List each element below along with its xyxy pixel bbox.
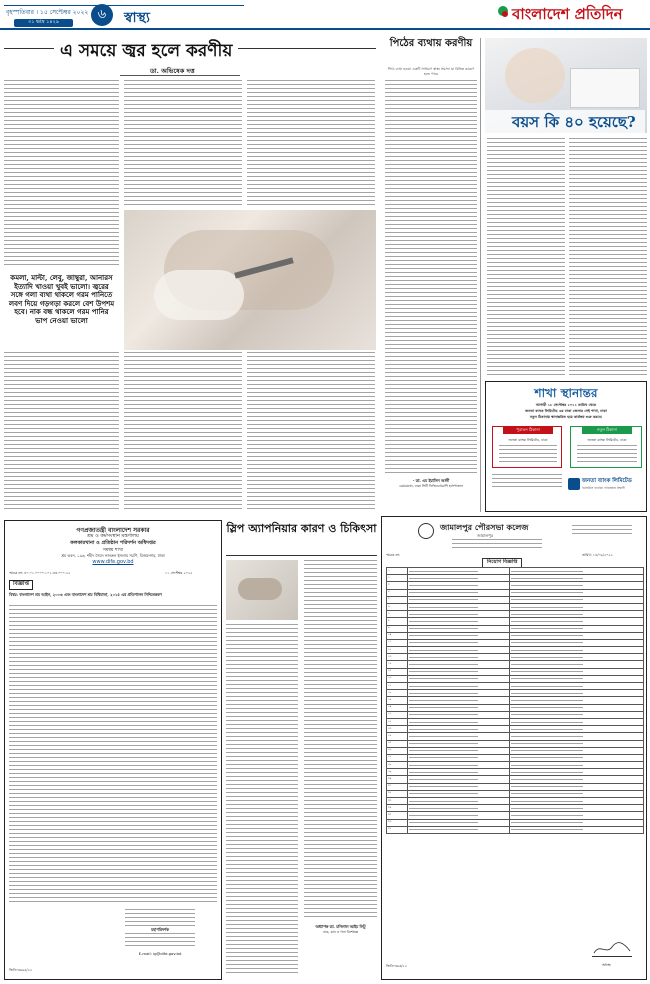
schedule-row-item: [407, 826, 510, 833]
schedule-row-number: ৬: [387, 603, 408, 610]
schedule-row: [387, 661, 644, 668]
article4-photo: [226, 560, 298, 620]
date-line-bangla: ৩১ ভাদ্র ১৪২৯: [14, 19, 73, 27]
article1-col1-text: [4, 80, 119, 268]
schedule-row-detail: [510, 582, 644, 589]
gov-website[interactable]: www.dife.gov.bd: [92, 559, 134, 565]
schedule-row-number: ১১: [387, 639, 408, 646]
schedule-row-number: ৮: [387, 618, 408, 625]
gov-line5: শ্রম ভবন, ১৯৬, শহীদ সৈয়দ নজরুল ইসলাম সরণি, বিজয়নগর, ঢাকা: [61, 553, 165, 558]
schedule-row-item: [407, 654, 510, 661]
schedule-row-item: [407, 582, 510, 589]
schedule-row-detail: [510, 683, 644, 690]
schedule-row-item: [407, 819, 510, 826]
schedule-row-number: ৩১: [387, 783, 408, 790]
gov-signer-title: মহাপরিদর্শক: [151, 927, 169, 932]
gov-line1: গণপ্রজাতন্ত্রী বাংলাদেশ সরকার: [76, 527, 150, 534]
schedule-row-item: [407, 762, 510, 769]
schedule-row-number: ৩০: [387, 776, 408, 783]
schedule-row: [387, 589, 644, 596]
schedule-row: [387, 726, 644, 733]
schedule-row-item: [407, 704, 510, 711]
college-table-title: নিয়োগ বিজ্ঞপ্তি: [482, 558, 522, 568]
article1-col1b-text: [4, 352, 119, 512]
schedule-row-number: ৩: [387, 582, 408, 589]
schedule-row-detail: [510, 618, 644, 625]
schedule-row: [387, 582, 644, 589]
schedule-row-number: ৩৩: [387, 798, 408, 805]
schedule-row-detail: [510, 826, 644, 833]
schedule-row: [387, 740, 644, 747]
schedule-row-detail: [510, 790, 644, 797]
article1-byline: ডা. অভিষেক দত্ত: [150, 67, 195, 75]
schedule-row-detail: [510, 625, 644, 632]
schedule-row-item: [407, 798, 510, 805]
schedule-row-detail: [510, 575, 644, 582]
schedule-row-detail: [510, 798, 644, 805]
schedule-row-item: [407, 783, 510, 790]
schedule-row-item: [407, 668, 510, 675]
schedule-row-item: [407, 625, 510, 632]
college-signatory: অধ্যক্ষ: [602, 963, 611, 967]
schedule-row: [387, 754, 644, 761]
schedule-row-number: ২৫: [387, 740, 408, 747]
schedule-row-item: [407, 718, 510, 725]
schedule-row: [387, 805, 644, 812]
schedule-row: [387, 618, 644, 625]
paper-name: বাংলাদেশ প্রতিদিন: [512, 5, 623, 23]
schedule-row-number: ১৬: [387, 675, 408, 682]
schedule-row-number: ২৭: [387, 754, 408, 761]
schedule-row: [387, 632, 644, 639]
schedule-row: [387, 783, 644, 790]
schedule-row-detail: [510, 690, 644, 697]
schedule-row: [387, 826, 644, 833]
schedule-row: [387, 812, 644, 819]
schedule-row: [387, 776, 644, 783]
gov-line3: কলকারখানা ও প্রতিষ্ঠান পরিদর্শন অধিদপ্তর: [70, 540, 156, 546]
schedule-row-detail: [510, 603, 644, 610]
schedule-row: [387, 747, 644, 754]
schedule-row-number: ১৫: [387, 668, 408, 675]
schedule-row-item: [407, 805, 510, 812]
schedule-row-number: ২: [387, 575, 408, 582]
schedule-row-number: ২৪: [387, 733, 408, 740]
schedule-row-detail: [510, 568, 644, 575]
gov-line2: শ্রম ও কর্মসংস্থান মন্ত্রণালয়: [87, 533, 139, 539]
schedule-row-detail: [510, 711, 644, 718]
schedule-row-number: ১৮: [387, 690, 408, 697]
section-title: স্বাস্থ্য: [124, 10, 150, 26]
bank-old-label: পুরাতন ঠিকানা: [503, 426, 553, 434]
schedule-row: [387, 603, 644, 610]
article1-headline-box: [4, 38, 376, 62]
schedule-row-item: [407, 589, 510, 596]
gov-subject: বিষয়: বাংলাদেশ শ্রম আইন, ২০০৬ এবং বাংলাদেশ শ্রম বিধিমালা, ২০১৫ এর প্রতিপালন নিশ্চিতকরণ: [9, 592, 162, 597]
schedule-row-number: ২৮: [387, 762, 408, 769]
gov-ad: [4, 520, 222, 980]
article2-byline-title: চেয়ারম্যান, ঢাকা সিটি ফিজিওথেরাপি হাসপাতাল: [399, 484, 463, 488]
schedule-row-item: [407, 661, 510, 668]
article4-headline: স্লিপ অ্যাপনিয়ার কারণ ও চিকিৎসা: [226, 522, 377, 535]
college-ref: স্মারক নং:: [386, 553, 400, 557]
schedule-row-detail: [510, 697, 644, 704]
schedule-row-item: [407, 639, 510, 646]
schedule-row-item: [407, 754, 510, 761]
schedule-row-detail: [510, 661, 644, 668]
gov-date: ১১ সেপ্টেম্বর ২০২২: [165, 571, 193, 575]
schedule-row: [387, 625, 644, 632]
schedule-row-detail: [510, 596, 644, 603]
schedule-row: [387, 675, 644, 682]
schedule-row-number: ২১: [387, 711, 408, 718]
article3-col2-text: [569, 138, 647, 378]
schedule-row-number: ১৩: [387, 654, 408, 661]
schedule-row-item: [407, 596, 510, 603]
schedule-row-item: [407, 603, 510, 610]
bank-name: জনতা ব্যাংক লিমিটেড: [582, 478, 632, 484]
schedule-row-number: ২২: [387, 718, 408, 725]
article2-byline-name: - ডা. এম ইয়াসিন আলী: [412, 478, 450, 483]
schedule-row-detail: [510, 776, 644, 783]
schedule-row-item: [407, 733, 510, 740]
bank-new-addr: জনতা ব্যাংক লিমিটেড, ঢাকা: [587, 438, 627, 442]
schedule-row-number: ১২: [387, 647, 408, 654]
schedule-row-detail: [510, 675, 644, 682]
bank-old-address: [492, 426, 562, 468]
schedule-row-detail: [510, 654, 644, 661]
schedule-row: [387, 733, 644, 740]
article2-headline: পিঠের ব্যথায় করণীয়: [389, 38, 473, 49]
schedule-row: [387, 639, 644, 646]
schedule-row-item: [407, 740, 510, 747]
schedule-row-number: ৩৪: [387, 805, 408, 812]
gov-footer-code: জিডি-৩৬৬৫/২২: [9, 968, 32, 972]
college-address: জামালপুর: [477, 533, 494, 538]
schedule-row: [387, 798, 644, 805]
schedule-row: [387, 654, 644, 661]
schedule-row-item: [407, 776, 510, 783]
bank-ad-line2: নতুন ঠিকানায় স্থানান্তরিত হয়ে কার্যক্রম শুরু করবে।: [529, 415, 603, 419]
article1-col2-text: [124, 80, 242, 206]
article3-headline: বয়স কি ৪০ হয়েছে?: [512, 113, 636, 131]
bank-ad-title: শাখা স্থানান্তর: [534, 386, 598, 400]
schedule-row-detail: [510, 589, 644, 596]
article4: [226, 520, 377, 980]
page-header: [0, 0, 650, 30]
schedule-row: [387, 762, 644, 769]
schedule-row: [387, 647, 644, 654]
schedule-row-number: ১০: [387, 632, 408, 639]
article1-col3b-text: [247, 352, 375, 512]
schedule-row-item: [407, 632, 510, 639]
schedule-row-detail: [510, 805, 644, 812]
gov-ref: স্মারক নং: ৪০.০১.০০০০.১০১.৩৩.০০০.২২: [9, 571, 71, 575]
bank-ad-subtitle: আগামী ১৮ সেপ্টেম্বর ২০২২ তারিখ থেকে: [535, 403, 597, 407]
schedule-row-detail: [510, 762, 644, 769]
bank-old-addr: জনতা ব্যাংক লিমিটেড, ঢাকা: [508, 438, 548, 442]
schedule-row-number: ৫: [387, 596, 408, 603]
schedule-row: [387, 819, 644, 826]
college-schedule-table: [386, 567, 644, 834]
date-line: বৃহস্পতিবার । ১৫ সেপ্টেম্বর ২০২২: [6, 9, 89, 16]
schedule-row: [387, 683, 644, 690]
schedule-row-detail: [510, 812, 644, 819]
schedule-row-item: [407, 618, 510, 625]
schedule-row-number: ২৯: [387, 769, 408, 776]
schedule-row: [387, 668, 644, 675]
schedule-row-item: [407, 675, 510, 682]
article1-col2b-text: [124, 352, 242, 512]
page-number: ৬: [91, 4, 113, 26]
gov-notice-title: বিজ্ঞপ্তি: [9, 580, 33, 590]
schedule-row-detail: [510, 718, 644, 725]
schedule-row-item: [407, 690, 510, 697]
schedule-row-number: ১৯: [387, 697, 408, 704]
schedule-row-detail: [510, 754, 644, 761]
schedule-row: [387, 690, 644, 697]
schedule-row: [387, 711, 644, 718]
schedule-row-number: ৭: [387, 611, 408, 618]
schedule-row: [387, 596, 644, 603]
schedule-row-number: ৩৫: [387, 812, 408, 819]
schedule-row: [387, 790, 644, 797]
schedule-row-item: [407, 697, 510, 704]
article3-col1-text: [487, 138, 565, 378]
bank-ad: [485, 381, 647, 512]
schedule-row: [387, 697, 644, 704]
schedule-row-number: ১: [387, 568, 408, 575]
college-date: তারিখ: ১৪/০৯/২০২২: [582, 553, 613, 557]
schedule-row-number: ২৩: [387, 726, 408, 733]
schedule-row: [387, 704, 644, 711]
bank-logo-icon: [568, 478, 580, 490]
schedule-row-item: [407, 568, 510, 575]
schedule-row-number: ৩২: [387, 790, 408, 797]
article1-headline: এ সময়ে জ্বর হলে করণীয়: [54, 38, 238, 66]
college-ad: [381, 516, 647, 980]
college-footer-code: জিডি-৩৬৩/২২: [386, 964, 407, 968]
bank-new-address: [570, 426, 642, 468]
article4-byline-title: নাক, কান ও গলা বিশেষজ্ঞ: [323, 930, 358, 934]
schedule-row-number: ৪: [387, 589, 408, 596]
schedule-row-detail: [510, 639, 644, 646]
schedule-row-item: [407, 769, 510, 776]
schedule-row: [387, 769, 644, 776]
college-logo-icon: [418, 523, 434, 539]
schedule-row-detail: [510, 769, 644, 776]
schedule-row-item: [407, 726, 510, 733]
schedule-row-detail: [510, 783, 644, 790]
schedule-row: [387, 718, 644, 725]
gov-email[interactable]: E-mail: ig@dife.gov.bd: [138, 951, 182, 956]
article1-pullquote: কমলা, মাল্টা, লেবু, জাম্বুরা, আনারস ইত্যাদি খাওয়া খুবই ভালো। জ্বরের সঙ্গে গলা ব্যথা থাকলে গরম পানিতে লবণ দিয়ে গড়গড়া করলে বেশ উপশম হবে। নাক বন্ধ থাকলে গরম পানির ভাপ নেওয়া ভালো: [8, 273, 115, 325]
schedule-row-detail: [510, 611, 644, 618]
schedule-row-detail: [510, 747, 644, 754]
schedule-row-number: ৩৬: [387, 819, 408, 826]
schedule-row: [387, 611, 644, 618]
schedule-row-detail: [510, 647, 644, 654]
schedule-row-detail: [510, 819, 644, 826]
schedule-row-item: [407, 575, 510, 582]
schedule-row-item: [407, 812, 510, 819]
bank-sub: ডিজিটাল ব্যাংকিং পরিষেবায় বিশ্বাসী: [582, 486, 625, 490]
article4-byline-name: অধ্যাপক ডা. মনিলাল আইচ লিটু: [315, 924, 366, 929]
college-name: জামালপুর পৌরসভা কলেজ: [440, 522, 529, 532]
schedule-row-item: [407, 647, 510, 654]
schedule-row-item: [407, 790, 510, 797]
schedule-row-number: ৩৭: [387, 826, 408, 833]
schedule-row-number: ২৬: [387, 747, 408, 754]
schedule-row-detail: [510, 733, 644, 740]
schedule-row-detail: [510, 704, 644, 711]
article2: [381, 38, 481, 512]
schedule-row-item: [407, 747, 510, 754]
schedule-row: [387, 575, 644, 582]
college-signature: [592, 941, 632, 957]
schedule-row-number: ২০: [387, 704, 408, 711]
article2-subhead: পিঠে ব্যথা হওয়া একটি সাধারণ স্বাস্থ্য সমস্যা যা বিভিন্ন কারণে হতে পারে: [387, 67, 475, 76]
article1-photo: [124, 210, 376, 350]
schedule-row-item: [407, 611, 510, 618]
schedule-row-item: [407, 711, 510, 718]
gov-line4: সমন্বয় শাখা: [102, 548, 124, 553]
schedule-row-number: ১৭: [387, 683, 408, 690]
schedule-row-detail: [510, 668, 644, 675]
schedule-row: [387, 568, 644, 575]
bank-new-label: নতুন ঠিকানা: [582, 426, 632, 434]
schedule-row-detail: [510, 740, 644, 747]
bank-ad-line1: জনতা ব্যাংক লিমিটেড এর ঢাকা জেলার সেই শাখা, ঢাকা: [525, 409, 607, 413]
schedule-row-number: ৯: [387, 625, 408, 632]
paper-logo: [498, 2, 646, 28]
schedule-row-detail: [510, 632, 644, 639]
schedule-row-detail: [510, 726, 644, 733]
schedule-row-item: [407, 683, 510, 690]
article1-col3-text: [247, 80, 375, 206]
schedule-row-number: ১৪: [387, 661, 408, 668]
